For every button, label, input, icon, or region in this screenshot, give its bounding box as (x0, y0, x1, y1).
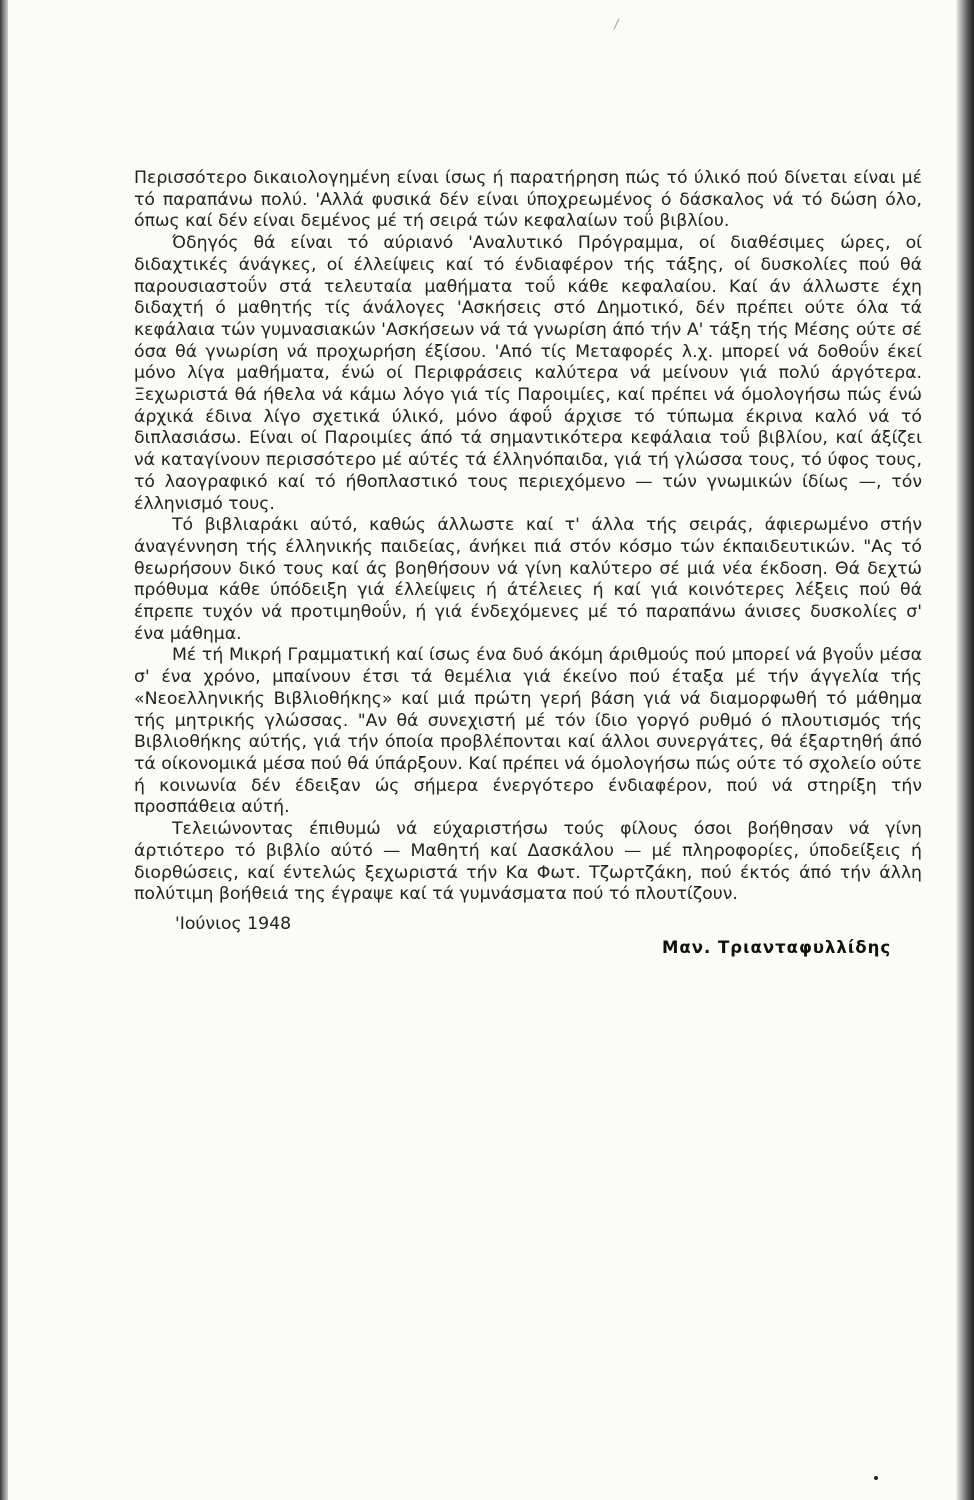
ink-dot (874, 1476, 878, 1480)
body-text (134, 168, 922, 906)
pencil-mark (614, 18, 620, 29)
signature: Μαν. Τριανταφυλλίδης (662, 938, 892, 957)
paragraph-4: Μέ τή Μικρή Γραμματική καί ίσως ένα δυό άκόμη άριθμούς πού μπορεί νά βγοΰν μέσα σ' ένα χρόνο, μπαίνουν έτσι τά θεμέλια γιά έκείνο πού έταξα μέ τήν άγγελία τής «Νεοελληνικής Βιβλιοθήκης» καί μιά πρώτη γερή βάση γιά νά διαμορφωθή τό μάθημα τής μητρικής γλώσσας. "Αν θά συνεχιστή μέ τόν ίδιο γοργό ρυθμό ό πλουτισμός τής Βιβλιοθήκης αύτής, γιά τήν όποία προβλέπονται καί άλλοι συνεργάτες, θά έξαρτηθή άπό τά οίκονομικά μέσα πού θά ύπάρξουν. Καί πρέπει νά όμολογήσω πώς ούτε τό σχολείο ούτε ή κοινωνία δέν έδειξαν ώς σήμερα ένεργότερο ένδιαφέρον, πού νά στηρίξη τήν προσπάθεια αύτή. (134, 645, 922, 818)
date: 'Ιούνιος 1948 (175, 914, 292, 934)
scan-edge-right (956, 0, 974, 1500)
paragraph-1: Περισσότερο δικαιολογημένη είναι ίσως ή παρατήρηση πώς τό ύλικό πού δίνεται είναι μέ τό παραπάνω πολύ. 'Αλλά φυσικά δέν είναι ύποχρεωμένος ό δάσκαλος νά τό δώση όλο, όπως καί δέν είναι δεμένος μέ τή σειρά τών κεφαλαίων τοΰ βιβλίου. (134, 168, 922, 232)
scan-edge-left (0, 0, 8, 1500)
paragraph-2: Όδηγός θά είναι τό αύριανό 'Αναλυτικό Πρόγραμμα, οί διαθέσιμες ώρες, οί διδαχτικές άνάγκες, οί έλλείψεις καί τό ένδιαφέρον τής τάξης, οί δυσκολίες πού θά παρουσιαστοΰν στά τελευταία μαθήματα τοΰ κάθε κεφαλαίου. Καί άν άλλωστε έχη διδαχτή ό μαθητής τίς άνάλογες 'Ασκήσεις στό Δημοτικό, δέν πρέπει ούτε όλα τά κεφάλαια τών γυμνασιακών 'Ασκήσεων νά τά γνωρίση άπό τήν Α' τάξη τής Μέσης ούτε σέ όσα θά γνωρίση νά προχωρήση έξίσου. 'Από τίς Μεταφορές λ.χ. μπορεί νά δοθοΰν έκεί μόνο λίγα μαθήματα, ένώ οί Περιφράσεις καλύτερα νά μείνουν γιά πολύ άργότερα. Ξεχωριστά θά ήθελα νά κάμω λόγο γιά τίς Παροιμίες, καί πρέπει νά όμολογήσω πώς ένώ άρχικά έδινα λίγο σχετικά ύλικό, μόνο άφοΰ άρχισε τό τύπωμα έκρινα καλό νά τό διπλασιάσω. Είναι οί Παροιμίες άπό τά σημαντικότερα κεφάλαια τοΰ βιβλίου, καί άξίζει νά καταγίνουν περισσότερο μέ αύτές τά έλληνόπαιδα, γιά τή γλώσσα τους, τό ύφος τους, τό λαογραφικό καί τό ήθοπλαστικό τους περιεχόμενο — τών γνωμικών ίδίως —, τόν έλληνισμό τους. (134, 233, 922, 514)
paragraph-3: Τό βιβλιαράκι αύτό, καθώς άλλωστε καί τ' άλλα τής σειράς, άφιερωμένο στήν άναγέννηση τής έλληνικής παιδείας, άνήκει πιά στόν κόσμο τών έκπαιδευτικών. "Ας τό θεωρήσουν δικό τους καί άς βοηθήσουν νά γίνη καλύτερο σέ μιά νέα έκδοση. Θά δεχτώ πρόθυμα κάθε ύπόδειξη γιά έλλείψεις ή άτέλειες ή καί γιά κοινότερες λέξεις πού θά έπρεπε τυχόν νά προτιμηθοΰν, ή γιά ένδεχόμενες μέ τό παραπάνω άνισες δυσκολίες σ' ένα μάθημα. (134, 515, 922, 644)
paragraph-5: Τελειώνοντας έπιθυμώ νά εύχαριστήσω τούς φίλους όσοι βοήθησαν νά γίνη άρτιότερο τό βιβλίο αύτό — Μαθητή καί Δασκάλου — μέ πληροφορίες, ύποδείξεις ή διορθώσεις, καί έντελώς ξεχωριστά τήν Κα Φωτ. Τζωρτζάκη, πού έκτός άπό τήν άλλη πολύτιμη βοήθειά της έγραψε καί τά γυμνάσματα πού τό πλουτίζουν. (134, 819, 922, 905)
